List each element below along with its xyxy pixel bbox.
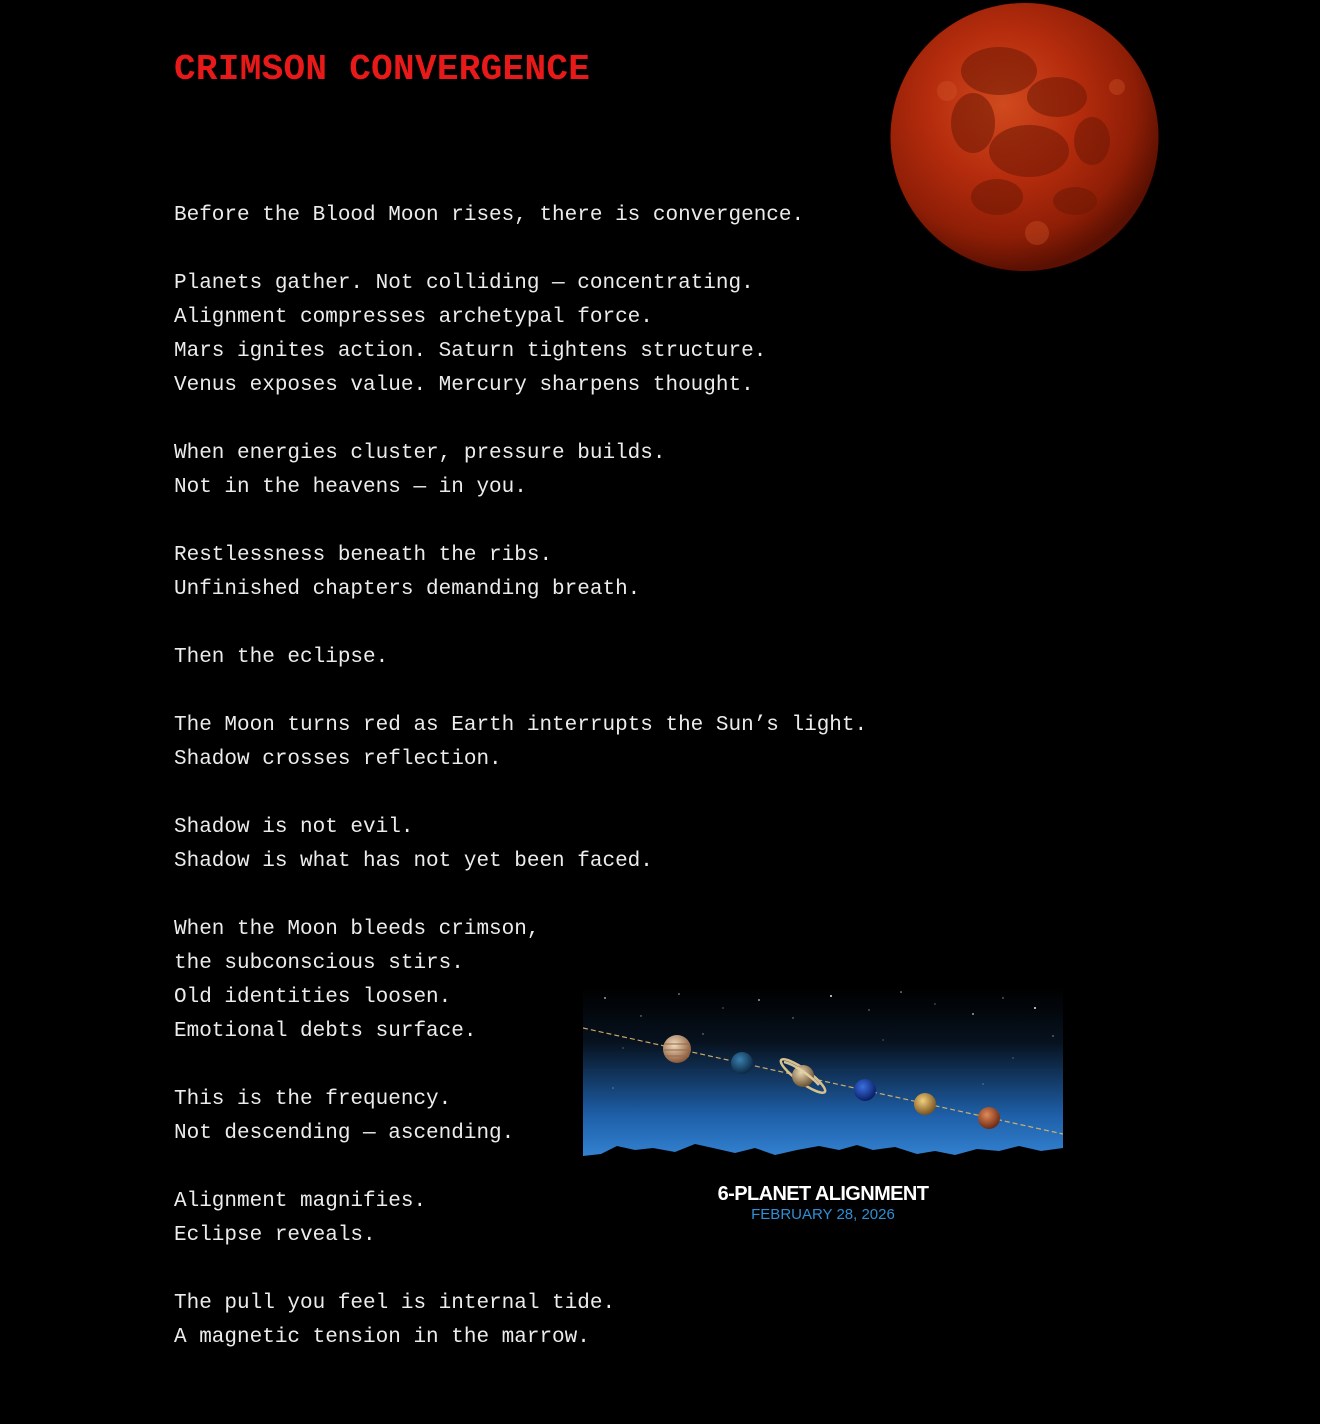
poem-line: The pull you feel is internal tide. [174,1292,616,1315]
alignment-caption-title: 6-PLANET ALIGNMENT [717,1183,929,1205]
poem-line: Alignment compresses archetypal force. [174,306,653,329]
blank-line [174,505,974,539]
blank-line [174,233,974,267]
poem-line: Alignment magnifies. [174,1190,427,1213]
poem-line: Old identities loosen. [174,986,452,1009]
poem-line: Before the Blood Moon rises, there is convergence. [174,204,805,227]
poem-line: When energies cluster, pressure builds. [174,442,666,465]
planet-neptune-icon [731,1052,753,1074]
poem-line: Planets gather. Not colliding — concentrating. [174,272,754,295]
planet-alignment-graphic [583,988,1063,1224]
blank-line [174,1253,974,1287]
poem-line: A magnetic tension in the marrow. [174,1326,590,1349]
page-title: CRIMSON CONVERGENCE [174,49,591,90]
blood-moon-image [887,1,1162,273]
poem-line: Then the eclipse. [174,646,389,669]
poem-line: Shadow crosses reflection. [174,748,502,771]
planet-mars-icon [978,1107,1000,1129]
planet-alignment-image [583,988,1063,1170]
alignment-caption-date: FEBRUARY 28, 2026 [751,1206,895,1223]
poem-line: Eclipse reveals. [174,1224,376,1247]
blank-line [174,879,974,913]
poem-line: Emotional debts surface. [174,1020,477,1043]
poem-line: This is the frequency. [174,1088,452,1111]
poem-line: Shadow is not evil. [174,816,414,839]
poem-line: Not in the heavens — in you. [174,476,527,499]
blank-line [174,403,974,437]
poem-line: Restlessness beneath the ribs. [174,544,553,567]
poem-line: The Moon turns red as Earth interrupts the Sun’s light. [174,714,868,737]
poem-line: Venus exposes value. Mercury sharpens thought. [174,374,754,397]
blank-line [174,777,974,811]
blank-line [174,607,974,641]
poem-line: Unfinished chapters demanding breath. [174,578,641,601]
planet-venus-icon [914,1093,936,1115]
poem-line: When the Moon bleeds crimson, [174,918,540,941]
poem-line: Not descending — ascending. [174,1122,515,1145]
planet-jupiter-icon [663,1035,691,1063]
planet-uranus-icon [854,1079,876,1101]
poem-line: Mars ignites action. Saturn tightens structure. [174,340,767,363]
poem-line: Shadow is what has not yet been faced. [174,850,653,873]
blank-line [174,675,974,709]
poem-line: the subconscious stirs. [174,952,464,975]
